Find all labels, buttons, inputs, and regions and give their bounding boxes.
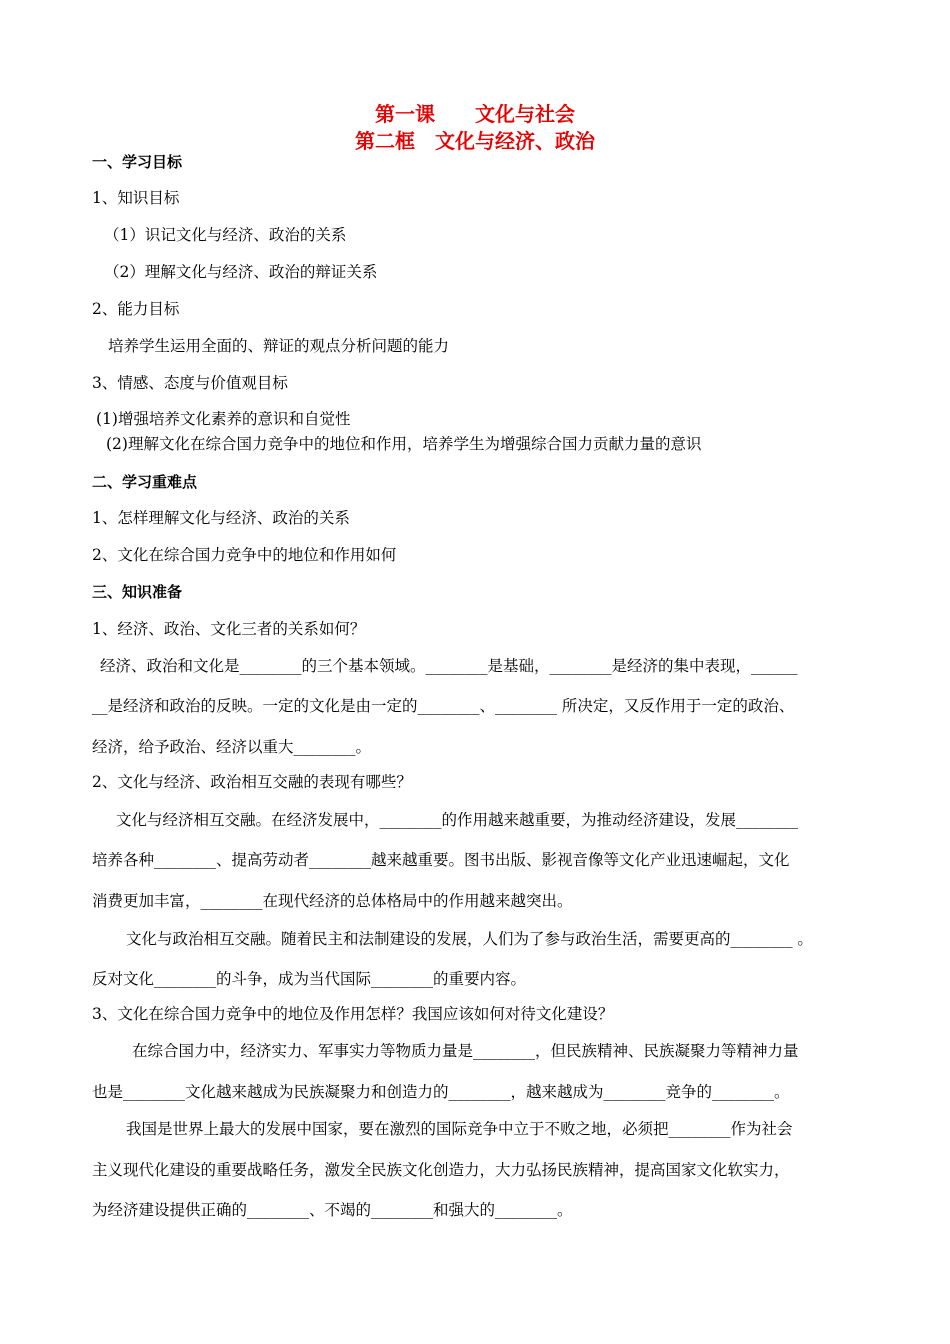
paragraph-line: 反对文化________的斗争，成为当代国际________的重要内容。 — [92, 970, 527, 988]
paragraph-line: __是经济和政治的反映。一定的文化是由一定的________、________ 所决定，又反作用于一定的政治、 — [92, 697, 795, 715]
paragraph-line: 文化与政治相互交融。随着民主和法制建设的发展，人们为了参与政治生活，需要更高的________ 。 — [126, 930, 813, 948]
paragraph-line: 经济，给予政治、经济以重大________。 — [92, 738, 372, 756]
goal-item: (1)增强培养文化素养的意识和自觉性 — [96, 410, 351, 428]
paragraph-line: 为经济建设提供正确的________、不竭的________和强大的________。 — [92, 1201, 573, 1219]
question-heading: 2、文化与经济、政治相互交融的表现有哪些？ — [92, 773, 412, 791]
lesson-title: 第一课 文化与社会 — [375, 102, 575, 126]
question-heading: 3、文化在综合国力竞争中的地位及作用怎样？我国应该如何对待文化建设？ — [92, 1005, 614, 1023]
paragraph-line: 文化与经济相互交融。在经济发展中，________的作用越来越重要，为推动经济建设，发展________ — [116, 811, 799, 829]
subheading-ability: 2、能力目标 — [92, 300, 180, 318]
goal-item: （2）理解文化与经济、政治的辩证关系 — [104, 263, 378, 281]
subheading-knowledge: 1、知识目标 — [92, 189, 180, 207]
paragraph-line: 经济、政治和文化是________的三个基本领域。________是基础，________是经济的集中表现，______ — [100, 657, 798, 675]
paragraph-line: 培养各种________、提高劳动者________越来越重要。图书出版、影视音像等文化产业迅速崛起，文化 — [92, 851, 790, 869]
goal-item: （1）识记文化与经济、政治的关系 — [104, 226, 347, 244]
paragraph-line: 消费更加丰富，________在现代经济的总体格局中的作用越来越突出。 — [92, 892, 573, 910]
key-point-item: 2、文化在综合国力竞争中的地位和作用如何 — [92, 546, 397, 564]
frame-title: 第二框 文化与经济、政治 — [355, 129, 595, 153]
paragraph-line: 也是________文化越来越成为民族凝聚力和创造力的________，越来越成为________竞争的________。 — [92, 1083, 790, 1101]
section-heading-key-points: 二、学习重难点 — [92, 473, 198, 491]
subheading-values: 3、情感、态度与价值观目标 — [92, 374, 288, 392]
goal-item: (2)理解文化在综合国力竞争中的地位和作用，培养学生为增强综合国力贡献力量的意识 — [106, 435, 702, 453]
paragraph-line: 在综合国力中，经济实力、军事实力等物质力量是________，但民族精神、民族凝聚力等精神力量 — [132, 1042, 799, 1060]
paragraph-line: 我国是世界上最大的发展中国家，要在激烈的国际竞争中立于不败之地，必须把________作为社会 — [126, 1120, 793, 1138]
goal-item: 培养学生运用全面的、辩证的观点分析问题的能力 — [108, 337, 450, 355]
section-heading-preparation: 三、知识准备 — [92, 583, 183, 601]
key-point-item: 1、怎样理解文化与经济、政治的关系 — [92, 509, 350, 527]
section-heading-goals: 一、学习目标 — [92, 153, 183, 171]
paragraph-line: 主义现代化建设的重要战略任务，激发全民族文化创造力，大力弘扬民族精神，提高国家文化软实力， — [92, 1161, 790, 1179]
question-heading: 1、经济、政治、文化三者的关系如何？ — [92, 620, 366, 638]
